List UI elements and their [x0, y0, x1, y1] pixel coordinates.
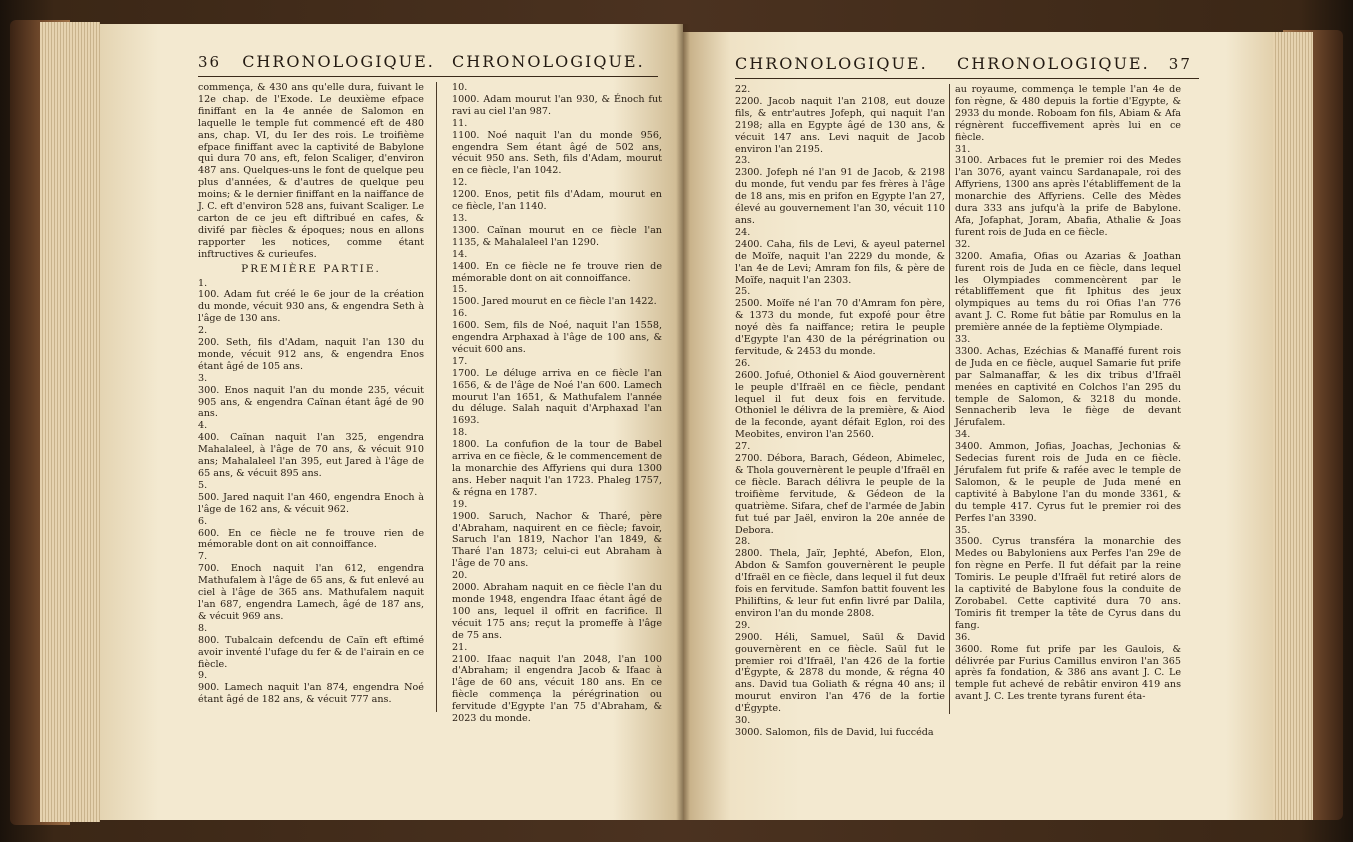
paragraph: 2300. Jofeph né l'an 91 de Jacob, & 2198 du monde, fut vendu par fes frères à l'âge de 18 ans, mis en prifon en Egypte l'an 27, élevé au gouvernement l'an 30, vécuit 110 ans.	[735, 167, 945, 226]
paragraph: 3300. Achas, Ezéchias & Manaffé furent rois de Juda en ce fiècle, auquel Samarie fut prife par Salmanaffar, & les dix tribus d'Ifraël menées en captivité en Colchos l'an 295 du temple de Salomon, & 3218 du monde. Sennacherib leva le fiège de devant Jérufalem.	[955, 345, 1181, 429]
text-column	[452, 82, 662, 725]
entry-number: 26.	[735, 357, 751, 369]
paragraph: 1200. Enos, petit fils d'Adam, mourut en ce fiècle, l'an 1140.	[452, 189, 662, 213]
paragraph: 3600. Rome fut prife par les Gaulois, & délivrée par Furius Camillus environ l'an 365 après fa fondation, & 386 ans avant J. C. Le temple fut achevé de rebâtir environ 419 ans avant J. C. Les trente tyrans furent éta-	[955, 643, 1181, 703]
paragraph: 2400. Caha, fils de Levi, & ayeul paternel de Moïfe, naquit l'an 2229 du monde, & l'an 4e de Levi; Amram fon fils, & père de Moïfe, naquit l'an 2303.	[735, 238, 945, 286]
entry-number: 20.	[452, 570, 468, 582]
book-gutter	[676, 24, 690, 820]
running-head: CHRONOLOGIQUE.	[242, 52, 435, 71]
entry-number: 6.	[198, 515, 208, 527]
entry-number: 9.	[198, 670, 208, 682]
entry-number: 14.	[452, 248, 468, 260]
entry-number: 28.	[735, 536, 751, 548]
entry-number: 15.	[452, 284, 468, 296]
paragraph: 2200. Jacob naquit l'an 2108, eut douze fils, & entr'autres Jofeph, qui naquit l'an 2198; alla en Egypte âgé de 130 ans, & vécuit 147 ans. Levi naquit de Jacob environ l'an 2195.	[735, 95, 945, 155]
page-edges-left	[40, 22, 100, 822]
paragraph: 1700. Le déluge arriva en ce fiècle l'an 1656, & de l'âge de Noé l'an 600. Lamech mourut l'an 1651, & Mathufalem l'année du déluge. Salah naquit d'Arphaxad l'an 1693.	[452, 367, 662, 427]
entry-number: 21.	[452, 641, 468, 653]
entry-number: 34.	[955, 429, 971, 441]
paragraph: 500. Jared naquit l'an 460, engendra Enoch à l'âge de 162 ans, & vécuit 962.	[198, 491, 424, 515]
paragraph: 3000. Salomon, fils de David, lui fuccéda	[735, 726, 934, 738]
paragraph: 1800. La confufion de la tour de Babel arriva en ce fiècle, & le commencement de la monarchie des Affyriens qui dura 1300 ans. Heber naquit l'an 1723. Phaleg 1757, & régna en 1787.	[452, 439, 662, 498]
page-number: 36	[198, 53, 222, 71]
entry-number: 29.	[735, 619, 751, 631]
entry-number: 36.	[955, 631, 971, 643]
paragraph: 2800. Thela, Jaïr, Jephté, Abefon, Elon, Abdon & Samfon gouvernèrent le peuple d'Ifraël en ce fiècle, dans lequel il fut deux fois en fervitude. Samfon battit fouvent les Philiftins, & leur fut enfin livré par Dalila, environ l'an du monde 2808.	[735, 548, 945, 619]
paragraph: 700. Enoch naquit l'an 612, engendra Mathufalem à l'âge de 65 ans, & fut enlevé au ciel à l'âge de 365 ans. Mathufalem naquit l'an 687, engendra Lamech, âgé de 187 ans, & vécuit 969 ans.	[198, 563, 424, 622]
paragraph: 1300. Caïnan mourut en ce fiècle l'an 1135, & Mahalaleel l'an 1290.	[452, 224, 662, 248]
running-head-right: CHRONOLOGIQUE.	[957, 54, 1150, 73]
paragraph: 1000. Adam mourut l'an 930, & Énoch fut ravi au ciel l'an 987.	[452, 93, 662, 117]
entry-number: 7.	[198, 551, 208, 563]
entry-number: 17.	[452, 355, 468, 367]
entry-number: 22.	[735, 84, 751, 95]
running-head-right: CHRONOLOGIQUE.	[452, 52, 645, 71]
paragraph: 1600. Sem, fils de Noé, naquit l'an 1558, engendra Arphaxad à l'âge de 100 ans, & vécuit 600 ans.	[452, 320, 662, 355]
entry-number: 10.	[452, 82, 468, 93]
entry-number: 2.	[198, 325, 208, 337]
header-rule	[198, 76, 658, 77]
paragraph: 600. En ce fiècle ne fe trouve rien de mémorable dont on ait connoiffance.	[198, 527, 424, 551]
entry-number: 11.	[452, 117, 468, 129]
page-number: 37	[1168, 55, 1192, 73]
entry-number: 16.	[452, 308, 468, 320]
entry-number: 19.	[452, 498, 468, 510]
entry-number: 1.	[198, 277, 208, 289]
paragraph: 900. Lamech naquit l'an 874, engendra Noé étant âgé de 182 ans, & vécuit 777 ans.	[198, 682, 424, 706]
paragraph: 3400. Ammon, Jofias, Joachas, Jechonias & Sedecias furent rois de Juda en ce fiècle. Jérufalem fut prife & rafée avec le temple de Salomon, & le peuple de Juda mené en captivité à Babylone l'an du monde 3361, & du temple 417. Cyrus fut le premier roi des Perfes l'an 3390.	[955, 441, 1181, 524]
entry-number: 23.	[735, 155, 751, 167]
entry-number: 27.	[735, 441, 751, 453]
part-heading: PREMIÈRE PARTIE.	[241, 262, 381, 275]
entry-number: 18.	[452, 427, 468, 439]
paragraph: 100. Adam fut créé le 6e jour de la création du monde, vécuit 930 ans, & engendra Seth à l'âge de 130 ans.	[198, 289, 424, 325]
paragraph: 2900. Héli, Samuel, Saül & David gouvernèrent en ce fiècle. Saül fut le premier roi d'Ifraël, l'an 426 de la fortie d'Égypte, & 2878 du monde, & régna 40 ans. David tua Goliath & régna 40 ans; il mourut environ l'an 476 de la fortie d'Égypte.	[735, 631, 945, 715]
entry-number: 30.	[735, 715, 751, 727]
paragraph: 200. Seth, fils d'Adam, naquit l'an 130 du monde, vécuit 912 ans, & engendra Enos étant âgé de 105 ans.	[198, 337, 424, 372]
entry-number: 12.	[452, 177, 468, 189]
paragraph: 1900. Saruch, Nachor & Tharé, père d'Abraham, naquirent en ce fiècle; favoir, Saruch l'an 1819, Nachor l'an 1849, & Tharé l'an 1873; celui-ci eut Abraham à l'âge de 70 ans.	[452, 510, 662, 570]
right-page-header	[957, 54, 1192, 73]
entry-number: 32.	[955, 238, 971, 250]
entry-number: 24.	[735, 226, 751, 238]
text-column	[198, 82, 424, 706]
entry-number: 3.	[198, 372, 208, 384]
text-column	[735, 84, 945, 739]
entry-number: 31.	[955, 143, 971, 155]
paragraph: 1400. En ce fiècle ne fe trouve rien de mémorable dont on ait connoiffance.	[452, 260, 662, 284]
entry-number: 33.	[955, 334, 971, 346]
paragraph: 300. Enos naquit l'an du monde 235, vécuit 905 ans, & engendra Caïnan étant âgé de 90 ans.	[198, 384, 424, 420]
entry-number: 4.	[198, 420, 208, 432]
left-page-header	[198, 52, 435, 71]
header-rule	[735, 78, 1199, 79]
entry-number: 13.	[452, 212, 468, 224]
paragraph: au royaume, commença le temple l'an 4e de fon règne, & 480 depuis la fortie d'Egypte, & 2933 du monde. Roboam fon fils, Abiam & Afa régnèrent fucceffivement après lui en ce fiècle.	[955, 84, 1181, 143]
paragraph: 2600. Jofué, Othoniel & Aiod gouvernèrent le peuple d'Ifraël en ce fiècle, pendant lequel il fut deux fois en fervitude. Othoniel le délivra de la première, & Aiod de la feconde, ayant défait Eglon, roi des Meobites, environ l'an 2560.	[735, 369, 945, 441]
paragraph: 2000. Abraham naquit en ce fiècle l'an du monde 1948, engendra Ifaac étant âgé de 100 ans, lequel il offrit en facrifice. Il vécuit 175 ans; reçut la promeffe à l'âge de 75 ans.	[452, 582, 662, 641]
running-head: CHRONOLOGIQUE.	[735, 54, 928, 73]
paragraph: 2700. Débora, Barach, Gédeon, Abimelec, & Thola gouvernèrent le peuple d'Ifraël en ce fiècle. Barach délivra le peuple de la troifième fervitude, & Gédeon de la quatrième. Sifara, chef de l'armée de Jabin fut tué par Jaël, environ la 20e année de Debora.	[735, 453, 945, 536]
entry-number: 35.	[955, 524, 971, 536]
paragraph: 1100. Noé naquit l'an du monde 956, engendra Sem étant âgé de 502 ans, vécuit 950 ans. Seth, fils d'Adam, mourut en ce fiècle, l'an 1042.	[452, 129, 662, 177]
right-page	[683, 32, 1273, 820]
paragraph: 1500. Jared mourut en ce fiècle l'an 1422.	[452, 296, 657, 308]
text-column	[955, 84, 1181, 703]
paragraph: 2100. Ifaac naquit l'an 2048, l'an 100 d'Abraham; il engendra Jacob & Ifaac à l'âge de 60 ans, vécuit 180 ans. En ce fiècle commença la pérégrination ou fervitude d'Egypte l'an 75 d'Abraham, & 2023 du monde.	[452, 653, 662, 725]
paragraph: 3500. Cyrus transféra la monarchie des Medes ou Babyloniens aux Perfes l'an 29e de fon règne en Perfe. Il fut défait par la reine Tomiris. Le peuple d'Ifraël fut retiré alors de la captivité de Babylone fous la conduite de Zorobabel. Cette captivité dura 70 ans. Tomiris fit tremper la tête de Cyrus dans du fang.	[955, 536, 1181, 631]
left-page	[100, 24, 683, 820]
paragraph: 2500. Moïfe né l'an 70 d'Amram fon père, & 1373 du monde, fut expofé pour être noyé dès fa naiffance; retira le peuple d'Egypte l'an 430 de la pérégrination ou fervitude, & 2453 du monde.	[735, 298, 945, 357]
entry-number: 25.	[735, 286, 751, 298]
entry-number: 8.	[198, 622, 208, 634]
paragraph: 800. Tubalcain defcendu de Caïn eft eftimé avoir inventé l'ufage du fer & de l'airain en ce fiècle.	[198, 634, 424, 670]
paragraph: 3100. Arbaces fut le premier roi des Medes l'an 3076, ayant vaincu Sardanapale, roi des Affyriens, 1300 ans après l'établiffement de la monarchie des Affyriens. Celle des Mèdes dura 333 ans jufqu'à la prife de Babylone. Afa, Jofaphat, Joram, Abafia, Athalie & Joas furent rois de Juda en ce fiècle.	[955, 155, 1181, 238]
column-divider	[436, 82, 437, 712]
paragraph: 3200. Amafia, Ofias ou Azarias & Joathan furent rois de Juda en ce fiècle, dans lequel les Olympiades commencèrent par le rétabliffement que fit Iphitus des jeux olympiques au tems du roi Ofias l'an 776 avant J. C. Rome fut bâtie par Romulus en la première année de la feptième Olympiade.	[955, 250, 1181, 334]
paragraph: commença, & 430 ans qu'elle dura, fuivant le 12e chap. de l'Exode. Le deuxième efpace finiffant en la 4e année de Salomon en laquelle le temple fut commencé eft de 480 ans, chap. VI, du Ier des rois. Le troifième efpace finiffant avec la captivité de Babylone qui dura 70 ans, eft, felon Scaliger, d'environ 487 ans. Quelques-uns le font de quelque peu plus d'années, & d'autres de quelque peu moins; & le dernier finiffant en la naiffance de J. C. eft d'environ 528 ans, fuivant Scaliger. Le carton de ce jeu eft diftribué en cafes, & divifé par fiècles & époques; nous en allons rapporter les notices, comme étant inftructives & curieufes.	[198, 82, 424, 260]
paragraph: 400. Caïnan naquit l'an 325, engendra Mahalaleel, à l'âge de 70 ans, & vécuit 910 ans; Mahalaleel l'an 395, eut Jared à l'âge de 65 ans, & vécuit 895 ans.	[198, 432, 424, 479]
column-divider	[949, 84, 950, 714]
entry-number: 5.	[198, 479, 208, 491]
